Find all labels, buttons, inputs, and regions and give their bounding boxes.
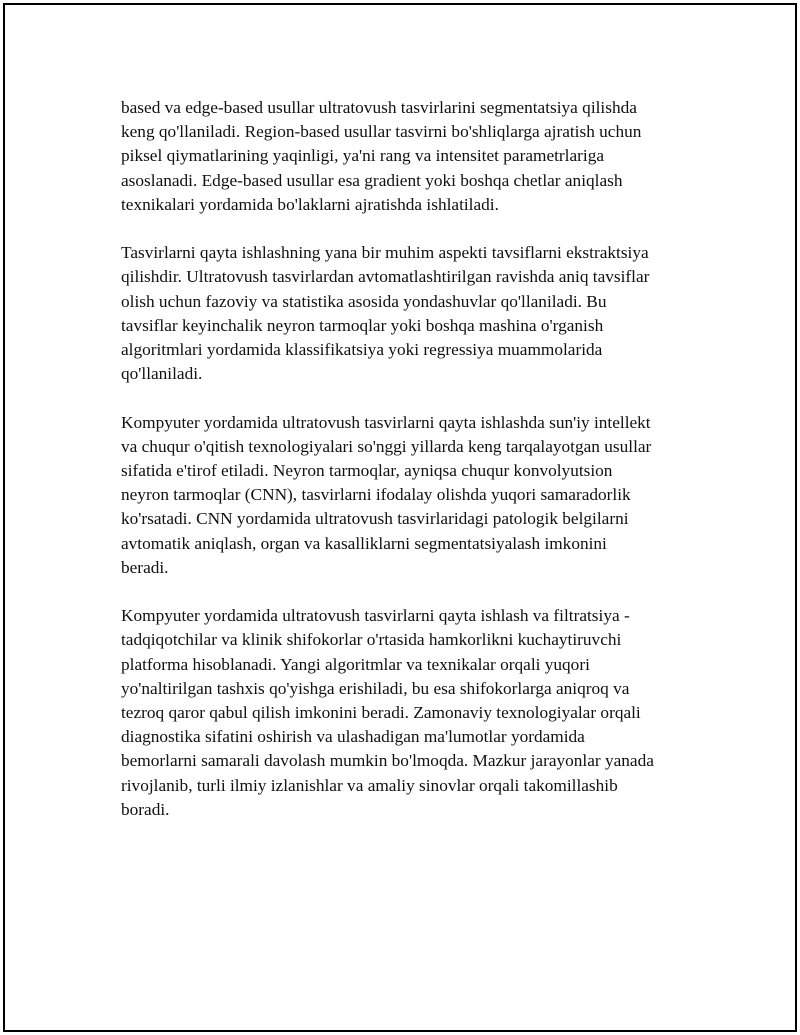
paragraph-4: Kompyuter yordamida ultratovush tasvirlarni qayta ishlash va filtratsiya - tadqiqotchilar va klinik shifokorlar o'rtasida hamkorlikni kuchaytiruvchi platforma hisoblanadi. Yangi algoritmlar va texnikalar orqali yuqori yo'naltirilgan tashxis qo'yishga erishiladi, bu esa shifokorlarga aniqroq va tezroq qaror qabul qilish imkonini beradi. Zamonaviy texnologiyalar orqali diagnostika sifatini oshirish va ulashadigan ma'lumotlar yordamida bemorlarni samarali davolash mumkin bo'lmoqda. Mazkur jarayonlar yanada rivojlanib, turli ilmiy izlanishlar va amaliy sinovlar orqali takomillashib boradi. [121,606,654,819]
page-frame [3,3,797,1032]
document-body [121,96,696,846]
paragraph-3: Kompyuter yordamida ultratovush tasvirlarni qayta ishlashda sun'iy intellekt va chuqur o'qitish texnologiyalari so'nggi yillarda keng tarqalayotgan usullar sifatida e'tirof etiladi. Neyron tarmoqlar, ayniqsa chuqur konvolyutsion neyron tarmoqlar (CNN), tasvirlarni ifodalay olishda yuqori samaradorlik ko'rsatadi. CNN yordamida ultratovush tasvirlaridagi patologik belgilarni avtomatik aniqlash, organ va kasalliklarni segmentatsiyalash imkonini beradi. [121,412,652,577]
paragraph-1: based va edge-based usullar ultratovush tasvirlarini segmentatsiya qilishda keng qo'llaniladi. Region-based usullar tasvirni bo'shliqlarga ajratish uchun piksel qiymatlarining yaqinligi, ya'ni rang va intensitet parametrlariga asoslanadi. Edge-based usullar esa gradient yoki boshqa chetlar aniqlash texnikalari yordamida bo'laklarni ajratishda ishlatiladi. [121,98,642,214]
paragraph-2: Tasvirlarni qayta ishlashning yana bir muhim aspekti tavsiflarni ekstraktsiya qilishdir. Ultratovush tasvirlardan avtomatlashtirilgan ravishda aniq tavsiflar olish uchun fazoviy va statistika asosida yondashuvlar qo'llaniladi. Bu tavsiflar keyinchalik neyron tarmoqlar yoki boshqa mashina o'rganish algoritmlari yordamida klassifikatsiya yoki regressiya muammolarida qo'llaniladi. [121,243,650,384]
